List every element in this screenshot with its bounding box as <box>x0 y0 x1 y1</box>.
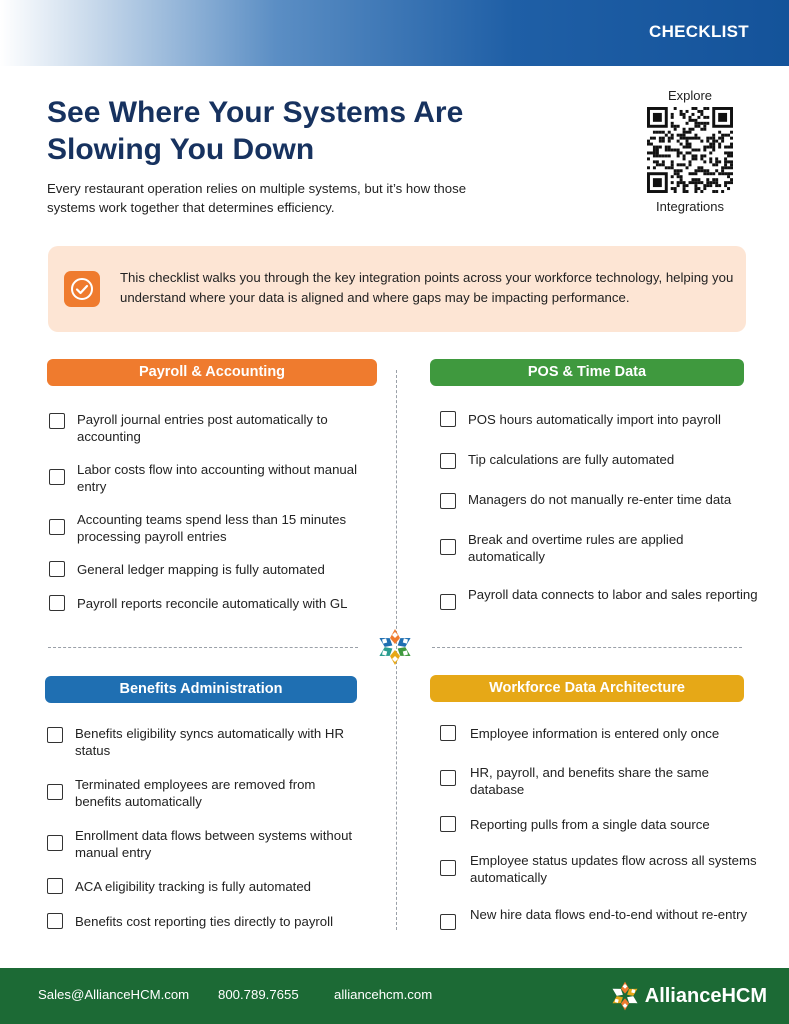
item-label: Benefits eligibility syncs automatically with HR status <box>75 726 344 758</box>
item-label: Payroll data connects to labor and sales reporting <box>468 587 758 602</box>
section-header: POS & Time Data <box>430 359 744 386</box>
top-banner <box>0 0 789 66</box>
item-label: Benefits cost reporting ties directly to payroll <box>75 914 334 929</box>
callout-text: This checklist walks you through the key integration points across your workforce technology, helping you understand where your data is aligned and where gaps may be impacting performance. <box>120 270 734 305</box>
checkbox[interactable] <box>49 561 65 577</box>
page-title: See Where Your Systems Are Slowing You Down <box>47 96 464 166</box>
item-label: Enrollment data flows between systems without manual entry <box>75 828 353 860</box>
item-label: ACA eligibility tracking is fully automated <box>75 879 312 894</box>
checkbox[interactable] <box>440 453 456 469</box>
horizontal-divider-right <box>432 647 742 648</box>
footer-phone[interactable]: 800.789.7655 <box>218 987 299 1002</box>
item-label: Employee status updates flow across all systems automatically <box>470 853 757 885</box>
qr-code[interactable] <box>647 107 733 193</box>
intro-callout <box>48 246 746 332</box>
section-pos-time-data <box>430 359 758 602</box>
item-label: Managers do not manually re-enter time data <box>468 492 732 507</box>
footer-website-link[interactable]: alliancehcm.com <box>334 987 433 1002</box>
checkbox[interactable] <box>49 595 65 611</box>
checkbox[interactable] <box>440 770 456 786</box>
snowflake-logo-icon <box>375 627 415 667</box>
item-label: Reporting pulls from a single data source <box>470 817 710 832</box>
footer-bar <box>0 968 789 1024</box>
item-label: New hire data flows end-to-end without re-entry <box>470 907 748 922</box>
checklist-tag: CHECKLIST <box>649 22 749 41</box>
section-benefits-administration <box>45 676 357 929</box>
section-header: Payroll & Accounting <box>47 359 377 386</box>
checkbox[interactable] <box>440 493 456 509</box>
checkbox[interactable] <box>440 725 456 741</box>
checkbox[interactable] <box>440 860 456 876</box>
section-header: Workforce Data Architecture <box>430 675 744 702</box>
logo-text: AllianceHCM <box>644 984 767 1007</box>
item-label: Labor costs flow into accounting without manual entry <box>77 462 358 494</box>
checkbox[interactable] <box>49 469 65 485</box>
checkbox[interactable] <box>49 413 65 429</box>
section-payroll-accounting <box>47 359 377 611</box>
checkbox[interactable] <box>47 835 63 851</box>
checkbox[interactable] <box>47 727 63 743</box>
qr-top-label: Explore <box>667 88 713 103</box>
checkbox[interactable] <box>440 914 456 930</box>
item-label: General ledger mapping is fully automated <box>77 562 325 577</box>
item-label: HR, payroll, and benefits share the same database <box>470 765 709 797</box>
checkbox[interactable] <box>47 784 63 800</box>
item-label: Accounting teams spend less than 15 minutes processing payroll entries <box>77 512 347 544</box>
alliancehcm-logo[interactable] <box>609 978 767 1014</box>
checkbox[interactable] <box>440 816 456 832</box>
item-label: Employee information is entered only once <box>470 726 720 741</box>
section-header: Benefits Administration <box>45 676 357 703</box>
checkbox[interactable] <box>49 519 65 535</box>
snowflake-small-icon <box>609 980 641 1012</box>
item-label: Terminated employees are removed from benefits automatically <box>75 777 316 809</box>
footer-email-link[interactable]: Sales@AllianceHCM.com <box>38 987 190 1002</box>
qr-bottom-label: Integrations <box>656 199 724 214</box>
item-label: Payroll reports reconcile automatically with GL <box>77 596 348 611</box>
checkbox[interactable] <box>440 411 456 427</box>
checkbox[interactable] <box>440 594 456 610</box>
checkbox[interactable] <box>47 878 63 894</box>
check-circle-icon <box>64 271 100 307</box>
item-label: Break and overtime rules are applied automatically <box>468 532 684 564</box>
item-label: Payroll journal entries post automatically to accounting <box>77 412 328 444</box>
item-label: Tip calculations are fully automated <box>468 452 675 467</box>
section-workforce-data-architecture <box>430 675 757 922</box>
horizontal-divider-left <box>48 647 358 648</box>
checkbox[interactable] <box>47 913 63 929</box>
qr-block <box>640 88 740 214</box>
intro-text: Every restaurant operation relies on multiple systems, but it’s how those systems work together that determines efficiency. <box>47 181 467 215</box>
checkbox[interactable] <box>440 539 456 555</box>
item-label: POS hours automatically import into payroll <box>468 412 721 427</box>
